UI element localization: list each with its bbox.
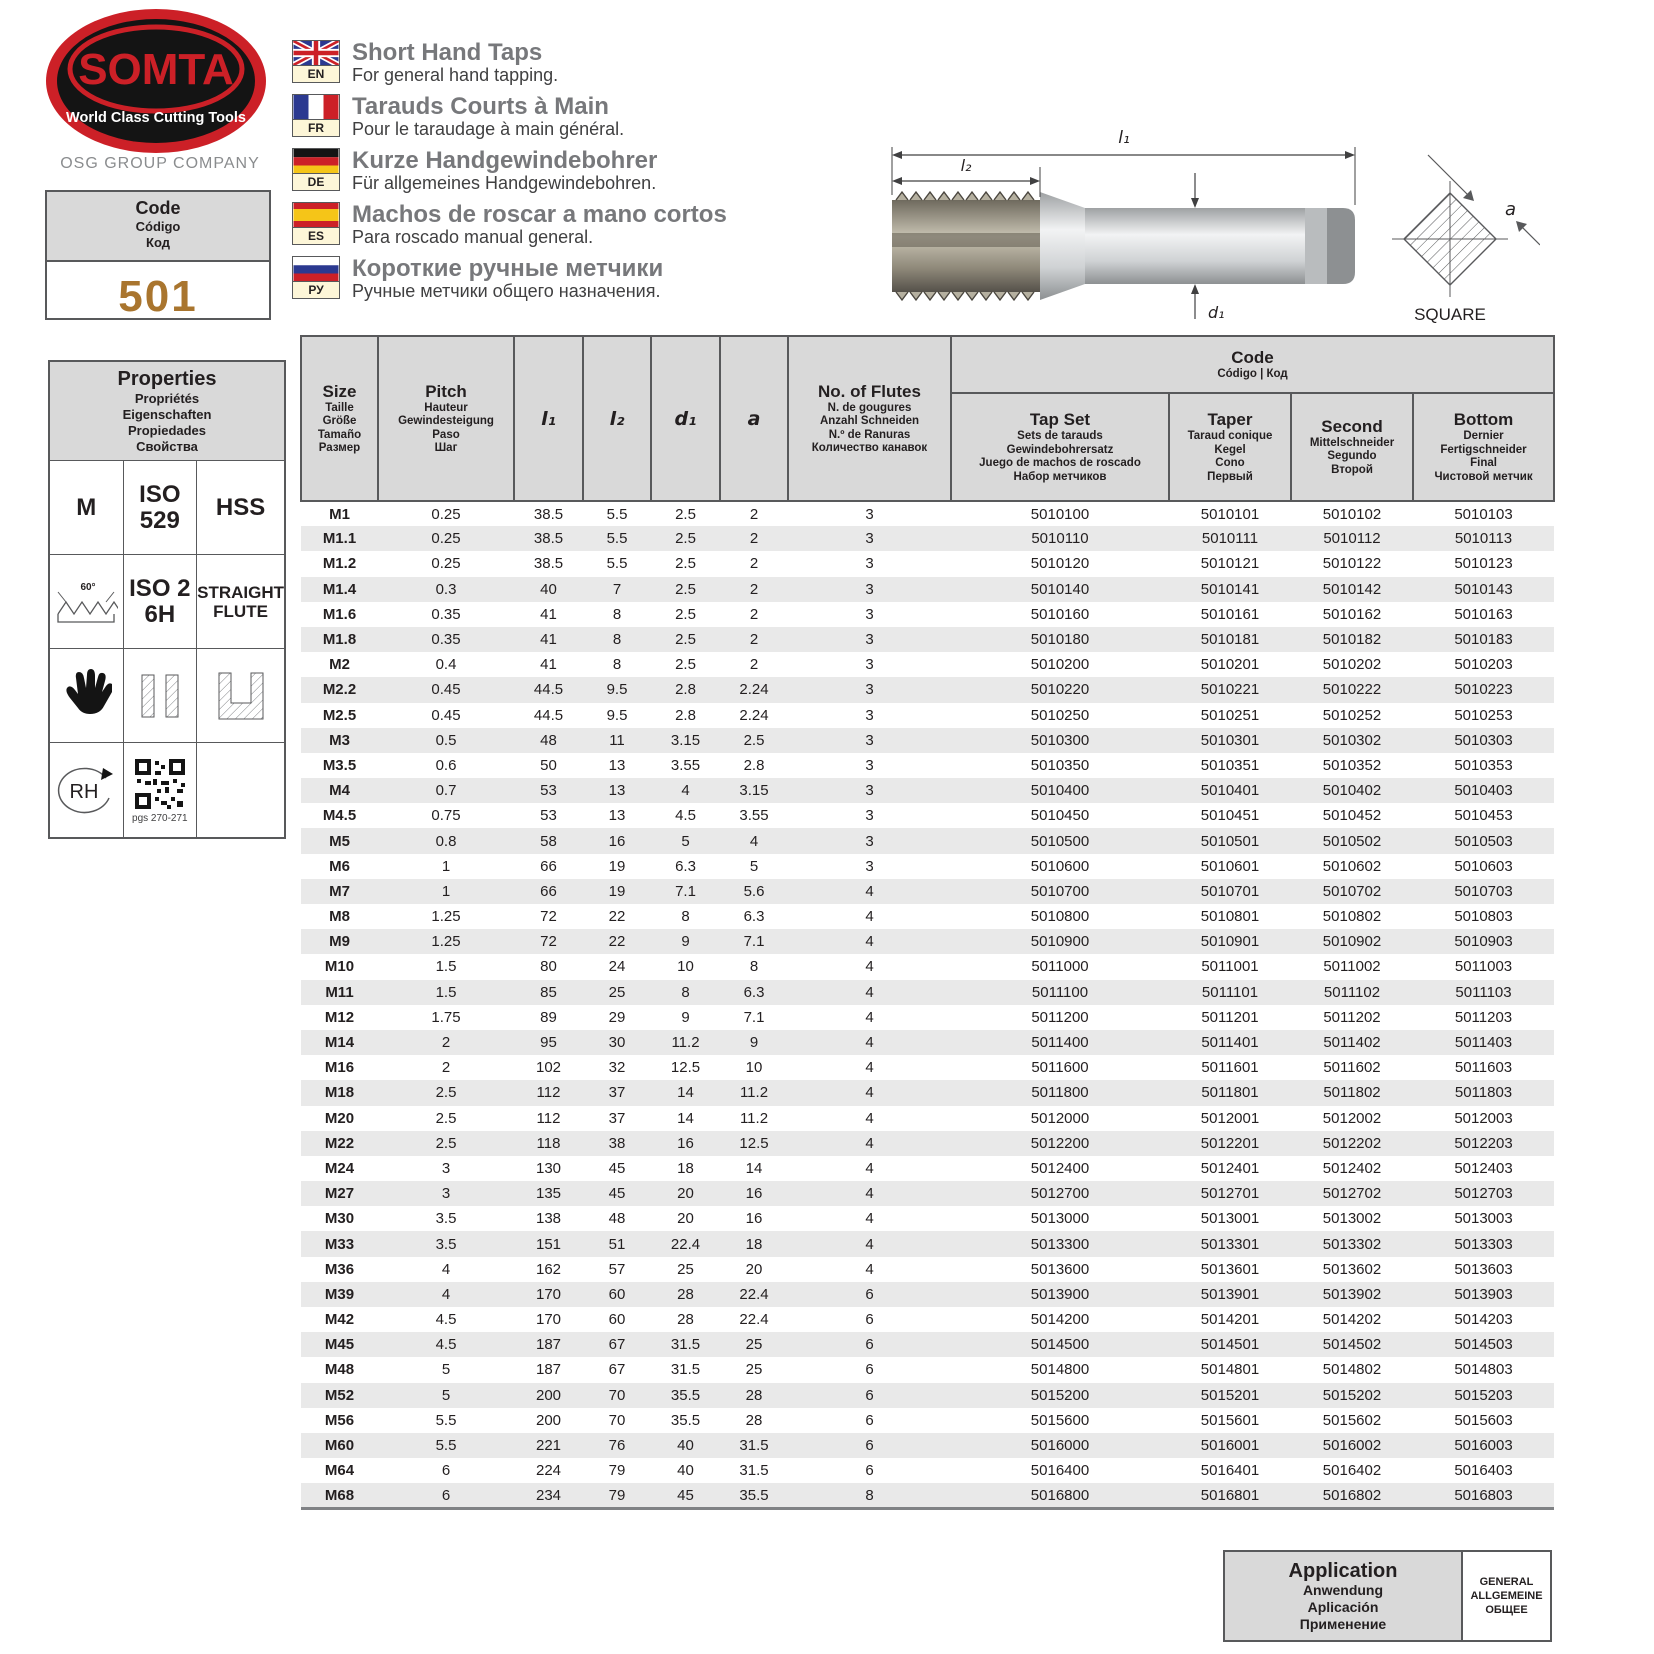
col-header-a: a xyxy=(720,336,788,501)
code-box xyxy=(45,190,271,320)
table-row: M6 1 66 19 6.3 5 3 5010600 5010601 5010602 5010603 xyxy=(329,857,1513,875)
table-row: M27 3 135 45 20 16 4 5012700 5012701 5012702 5012703 xyxy=(301,1181,1554,1206)
table-row: M16 2 102 32 12.5 10 4 5011600 5011601 5011602 5011603 xyxy=(324,1059,1513,1077)
france-flag-icon xyxy=(292,94,340,120)
prop-thread-angle xyxy=(50,555,124,649)
rh-rotation-icon xyxy=(53,760,119,820)
spec-table-body xyxy=(301,501,1554,1509)
tap-dimension-diagram xyxy=(860,105,1540,335)
col-header-l1: l₁ xyxy=(514,336,583,501)
spec-table xyxy=(300,335,1555,1510)
table-row: M60 5.5 221 76 40 31.5 6 5016000 5016001 5016002 5016003 xyxy=(301,1433,1554,1458)
table-row: M1.8 0.35 41 8 2.5 2 3 5010180 5010181 5010182 5010183 xyxy=(301,627,1554,652)
col-header-l2: l₂ xyxy=(583,336,651,501)
prop-hand-use xyxy=(50,649,124,743)
qr-caption: pgs 270-271 xyxy=(132,812,188,824)
square-label: SQUARE xyxy=(1414,305,1486,324)
table-row: M1.4 0.3 40 7 2.5 2 3 5010140 5010141 5010142 5010143 xyxy=(301,577,1554,602)
table-row: M3 0.5 48 11 3.15 2.5 3 5010300 5010301 5010302 5010303 xyxy=(301,728,1554,753)
code-box-header: Code Código Код xyxy=(47,192,269,262)
title-ru: Короткие ручные метчики xyxy=(352,255,664,282)
tap-drawing xyxy=(860,105,1540,330)
table-row: M68 6 234 79 45 35.5 8 5016800 5016801 5016802 5016803 xyxy=(301,1483,1554,1508)
flag-block-de xyxy=(292,148,340,193)
spain-flag-icon xyxy=(292,202,340,228)
flag-block-ru xyxy=(292,256,340,301)
qr-code-icon xyxy=(133,757,187,811)
table-row: M4 0.7 53 13 4 3.15 3 5010400 5010401 5010402 5010403 xyxy=(301,778,1554,803)
title-es: Machos de roscar a mano cortos xyxy=(352,201,727,228)
svg-text:60°: 60° xyxy=(80,581,96,593)
subtitle-de: Für allgemeines Handgewindebohren. xyxy=(352,173,657,193)
blind-hole-icon xyxy=(215,671,267,721)
code-box-value: 501 xyxy=(118,272,198,321)
uk-flag-icon xyxy=(292,40,340,66)
table-row: M1.2 0.25 38.5 5.5 2.5 2 3 5010120 5010121 5010122 5010123 xyxy=(322,555,1513,573)
table-row: M64 6 224 79 40 31.5 6 5016400 5016401 5016402 5016403 xyxy=(324,1462,1513,1480)
subtitle-es: Para roscado manual general. xyxy=(352,227,594,247)
dim-label-d1: d₁ xyxy=(1208,303,1225,322)
table-row: M48 5 187 67 31.5 25 6 5014800 5014801 5014802 5014803 xyxy=(324,1361,1513,1379)
application-value: GENERAL ALLGEMEINE ОБЩЕЕ xyxy=(1470,1576,1543,1616)
col-header-flutes: No. of Flutes N. de gougures Anzahl Schneiden N.º de Ranuras Количество канавок xyxy=(788,336,951,501)
col-group-code: Code Código | Код xyxy=(951,336,1554,393)
table-row: M4.5 0.75 53 13 4.5 3.55 3 5010450 5010451 5010452 5010453 xyxy=(322,807,1513,825)
dim-label-l2: l₂ xyxy=(960,156,972,175)
table-row: M22 2.5 118 38 16 12.5 4 5012200 5012201 5012202 5012203 xyxy=(301,1131,1554,1156)
lang-item-fr xyxy=(292,94,852,139)
flag-block-fr xyxy=(292,94,340,139)
application-header: Application Anwendung Aplicación Применение xyxy=(1225,1552,1463,1640)
table-row: M8 1.25 72 22 8 6.3 4 5010800 5010801 5010802 5010803 xyxy=(329,908,1513,926)
svg-text:RH: RH xyxy=(69,781,99,803)
prop-material: HSS xyxy=(197,461,284,555)
prop-empty xyxy=(197,743,284,837)
subtitle-ru: Ручные метчики общего назначения. xyxy=(352,281,661,301)
lang-code-fr: FR xyxy=(292,120,340,137)
germany-flag-icon xyxy=(292,148,340,174)
table-row: M11 1.5 85 25 8 6.3 4 5011100 5011101 5011102 5011103 xyxy=(301,980,1554,1005)
table-row: M12 1.75 89 29 9 7.1 4 5011200 5011201 5011202 5011203 xyxy=(324,1008,1513,1026)
flag-block-es xyxy=(292,202,340,247)
table-row: M45 4.5 187 67 31.5 25 6 5014500 5014501 5014502 5014503 xyxy=(301,1332,1554,1357)
prop-standard: ISO 529 xyxy=(124,461,198,555)
table-row: M42 4.5 170 60 28 22.4 6 5014200 5014201 5014202 5014203 xyxy=(324,1311,1513,1329)
logo-tagline: World Class Cutting Tools xyxy=(66,110,246,126)
through-hole-icon xyxy=(136,671,184,721)
shank-section xyxy=(1085,208,1305,284)
square-section-diagram xyxy=(1392,155,1540,324)
lang-item-en xyxy=(292,40,852,85)
col-header-tap-set: Tap Set Sets de tarauds Gewindebohrersatz Juego de machos de roscado Набор метчиков xyxy=(951,393,1169,501)
prop-blind-hole xyxy=(197,649,284,743)
title-de: Kurze Handgewindebohrer xyxy=(352,147,658,174)
table-row: M10 1.5 80 24 10 8 4 5011000 5011001 5011002 5011003 xyxy=(324,958,1513,976)
prop-flute-type: STRAIGHT FLUTE xyxy=(197,555,284,649)
lang-item-de xyxy=(292,148,852,193)
prop-through-hole xyxy=(124,649,198,743)
table-row: M9 1.25 72 22 9 7.1 4 5010900 5010901 5010902 5010903 xyxy=(301,929,1554,954)
title-fr: Tarauds Courts à Main xyxy=(352,93,609,120)
somta-logo xyxy=(42,6,270,161)
col-header-bottom: Bottom Dernier Fertigschneider Final Чистовой метчик xyxy=(1413,393,1554,501)
properties-header: Properties Propriétés Eigenschaften Propiedades Свойства xyxy=(50,362,284,461)
table-row: M7 1 66 19 7.1 5.6 4 5010700 5010701 5010702 5010703 xyxy=(301,879,1554,904)
lang-code-es: ES xyxy=(292,228,340,245)
lang-item-es xyxy=(292,202,852,247)
dim-label-a: a xyxy=(1505,199,1517,220)
osg-company-line: OSG GROUP COMPANY xyxy=(60,155,260,172)
table-row: M3.5 0.6 50 13 3.55 2.8 3 5010350 5010351 5010352 5010353 xyxy=(322,756,1513,774)
subtitle-fr: Pour le taraudage à main général. xyxy=(352,119,625,139)
table-row: M1.6 0.35 41 8 2.5 2 3 5010160 5010161 5010162 5010163 xyxy=(322,605,1513,623)
title-en: Short Hand Taps xyxy=(352,39,543,66)
lang-code-ru: РУ xyxy=(292,282,340,299)
prop-tolerance: ISO 2 6H xyxy=(124,555,198,649)
table-row: M1 0.25 38.5 5.5 2.5 2 3 5010100 5010101 5010102 5010103 xyxy=(329,505,1513,523)
lang-code-de: DE xyxy=(292,174,340,191)
flag-block-en xyxy=(292,40,340,85)
lang-code-en: EN xyxy=(292,66,340,83)
russia-flag-icon xyxy=(292,256,340,282)
col-header-second: Second Mittelschneider Segundo Второй xyxy=(1291,393,1413,501)
properties-panel xyxy=(48,360,286,839)
svg-text:SOMTA: SOMTA xyxy=(78,45,234,94)
table-row: M14 2 95 30 11.2 9 4 5011400 5011401 5011402 5011403 xyxy=(301,1030,1554,1055)
col-header-taper: Taper Taraud conique Kegel Cono Первый xyxy=(1169,393,1291,501)
glove-icon xyxy=(60,668,112,724)
table-row: M18 2.5 112 37 14 11.2 4 5011800 5011801 5011802 5011803 xyxy=(301,1080,1554,1105)
dim-label-l1: l₁ xyxy=(1118,128,1130,148)
table-row: M2.5 0.45 44.5 9.5 2.8 2.24 3 5010250 5010251 5010252 5010253 xyxy=(322,706,1513,724)
col-header-size: Size Taille Größe Tamaño Размер xyxy=(301,336,378,501)
col-header-pitch: Pitch Hauteur Gewindesteigung Paso Шаг xyxy=(378,336,514,501)
table-row: M24 3 130 45 18 14 4 5012400 5012401 5012402 5012403 xyxy=(324,1159,1513,1177)
table-row: M52 5 200 70 35.5 28 6 5015200 5015201 5015202 5015203 xyxy=(301,1383,1554,1408)
prop-qr xyxy=(124,743,198,837)
table-row: M2 0.4 41 8 2.5 2 3 5010200 5010201 5010202 5010203 xyxy=(329,656,1513,674)
subtitle-en: For general hand tapping. xyxy=(352,65,559,85)
table-row: M36 4 162 57 25 20 4 5013600 5013601 5013602 5013603 xyxy=(324,1260,1513,1278)
table-row: M2.2 0.45 44.5 9.5 2.8 2.24 3 5010220 5010221 5010222 5010223 xyxy=(301,677,1554,702)
lang-item-ru xyxy=(292,256,852,301)
table-row: M20 2.5 112 37 14 11.2 4 5012000 5012001 5012002 5012003 xyxy=(324,1109,1513,1127)
table-row: M56 5.5 200 70 35.5 28 6 5015600 5015601 5015602 5015603 xyxy=(324,1411,1513,1429)
thread-profile-icon xyxy=(54,578,118,626)
language-descriptions xyxy=(292,40,852,310)
table-row: M33 3.5 151 51 22.4 18 4 5013300 5013301 5013302 5013303 xyxy=(301,1231,1554,1256)
table-row: M1.1 0.25 38.5 5.5 2.5 2 3 5010110 5010111 5010112 5010113 xyxy=(301,526,1554,551)
col-header-d1: d₁ xyxy=(651,336,720,501)
prop-thread-type: M xyxy=(50,461,124,555)
table-row: M30 3.5 138 48 20 16 4 5013000 5013001 5013002 5013003 xyxy=(324,1210,1513,1228)
table-row: M39 4 170 60 28 22.4 6 5013900 5013901 5013902 5013903 xyxy=(301,1282,1554,1307)
application-box xyxy=(1223,1550,1552,1642)
table-row: M5 0.8 58 16 5 4 3 5010500 5010501 5010502 5010503 xyxy=(301,828,1554,853)
somta-logo-icon xyxy=(42,6,270,156)
prop-rotation xyxy=(50,743,124,837)
